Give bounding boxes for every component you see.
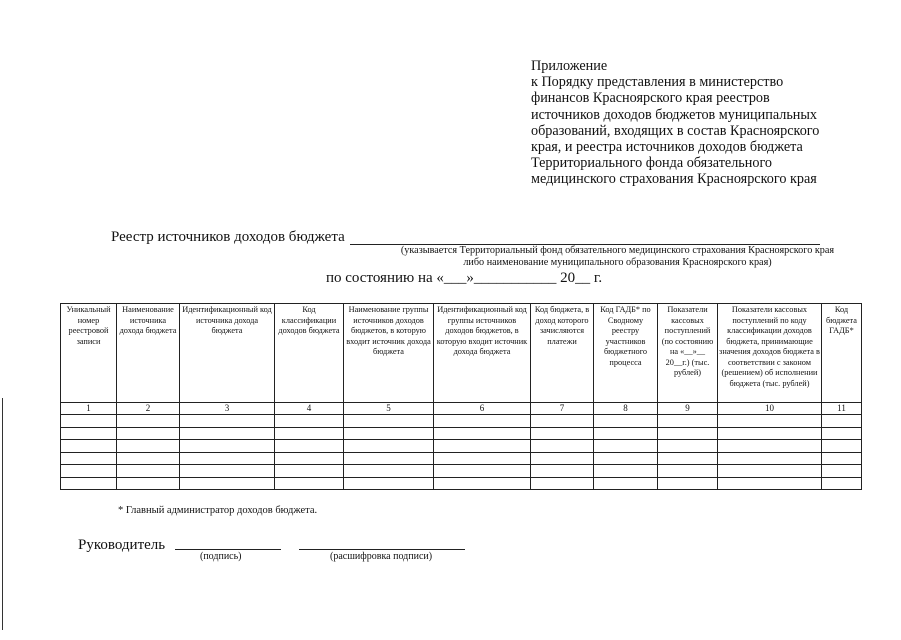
table-cell: [180, 465, 275, 478]
register-note-line-2: либо наименование муниципального образования Красноярского края): [463, 257, 772, 268]
table-row: [61, 477, 862, 490]
table-body: [61, 415, 862, 490]
table-cell: [275, 465, 344, 478]
table-cell: [658, 465, 718, 478]
table-cell: [531, 440, 594, 453]
column-number: 9: [658, 403, 718, 415]
appendix-line: финансов Красноярского края реестров: [531, 90, 770, 107]
appendix-line: к Порядку представления в министерство: [531, 74, 784, 91]
column-header: Уникальный номер реестровой записи: [61, 304, 117, 403]
table-cell: [344, 415, 434, 428]
margin-line: [2, 398, 3, 630]
table-cell: [61, 427, 117, 440]
as-of-date: по состоянию на «___»___________ 20__ г.: [326, 270, 603, 286]
head-label: Руководитель: [78, 537, 166, 553]
column-header: Наименование источника дохода бюджета: [117, 304, 180, 403]
column-header: Показатели кассовых поступлений (по состоянию на «__»__ 20__г.) (тыс. рублей): [658, 304, 718, 403]
table-cell: [117, 477, 180, 490]
table-cell: [180, 415, 275, 428]
table-cell: [594, 415, 658, 428]
column-header: Идентификационный код источника дохода бюджета: [180, 304, 275, 403]
table-cell: [344, 440, 434, 453]
table-cell: [275, 440, 344, 453]
table-cell: [531, 415, 594, 428]
appendix-line: образований, входящих в состав Красноярского: [531, 122, 820, 139]
table-cell: [275, 427, 344, 440]
appendix-line: края, и реестра источников доходов бюджета: [531, 139, 803, 156]
table-cell: [658, 427, 718, 440]
table-cell: [275, 415, 344, 428]
table-cell: [344, 452, 434, 465]
table-cell: [531, 465, 594, 478]
appendix-line: медицинского страхования Красноярского края: [531, 171, 817, 188]
table-cell: [531, 477, 594, 490]
table-cell: [344, 427, 434, 440]
table-cell: [822, 440, 862, 453]
column-number: 10: [718, 403, 822, 415]
table-cell: [61, 415, 117, 428]
table-cell: [434, 427, 531, 440]
table-cell: [718, 440, 822, 453]
table-cell: [594, 427, 658, 440]
appendix-line: источников доходов бюджетов муниципальных: [531, 106, 818, 123]
table-header-row: [61, 304, 862, 403]
table-cell: [822, 415, 862, 428]
column-number: 3: [180, 403, 275, 415]
column-number: 5: [344, 403, 434, 415]
table-cell: [344, 477, 434, 490]
table-cell: [718, 415, 822, 428]
appendix-line: Территориального фонда обязательного: [531, 155, 773, 172]
table-row: [61, 452, 862, 465]
signature-line: [175, 549, 281, 550]
column-number: 11: [822, 403, 862, 415]
table-cell: [822, 427, 862, 440]
table-cell: [594, 440, 658, 453]
table-cell: [61, 465, 117, 478]
table-cell: [275, 477, 344, 490]
appendix-block: [531, 58, 881, 188]
table-cell: [180, 477, 275, 490]
table-cell: [594, 465, 658, 478]
column-header: Показатели кассовых поступлений по коду классификации доходов бюджета, принимающие значения доходов бюджета в соответствии с законом (решением) об исполнении бюджета (тыс. рублей): [718, 304, 822, 403]
column-number: 4: [275, 403, 344, 415]
table-cell: [718, 452, 822, 465]
table-cell: [434, 465, 531, 478]
table-cell: [658, 452, 718, 465]
table-cell: [594, 477, 658, 490]
table-cell: [822, 465, 862, 478]
column-number: 8: [594, 403, 658, 415]
appendix-line: Приложение: [531, 58, 608, 74]
column-number: 1: [61, 403, 117, 415]
table-row: [61, 440, 862, 453]
signature-decode-caption: (расшифровка подписи): [330, 551, 433, 562]
table-cell: [434, 415, 531, 428]
table-cell: [718, 465, 822, 478]
footnote: * Главный администратор доходов бюджета.: [118, 505, 318, 516]
table-cell: [658, 415, 718, 428]
column-number: 6: [434, 403, 531, 415]
table-cell: [822, 452, 862, 465]
table-cell: [434, 440, 531, 453]
column-number: 2: [117, 403, 180, 415]
table-cell: [117, 465, 180, 478]
column-header: Код бюджета, в доход которого зачисляются платежи: [531, 304, 594, 403]
register-title: Реестр источников доходов бюджета: [111, 229, 345, 245]
table-cell: [117, 452, 180, 465]
table-cell: [180, 440, 275, 453]
table-cell: [180, 452, 275, 465]
table-cell: [822, 477, 862, 490]
table-row: [61, 427, 862, 440]
column-number: 7: [531, 403, 594, 415]
table-cell: [117, 415, 180, 428]
table-cell: [594, 452, 658, 465]
table-cell: [61, 452, 117, 465]
column-number-row: [61, 403, 862, 415]
register-note: [350, 245, 885, 269]
column-header: Идентификационный код группы источников доходов бюджетов, в которую входит источник дохода бюджета: [434, 304, 531, 403]
table-row: [61, 415, 862, 428]
table-cell: [718, 477, 822, 490]
table-cell: [344, 465, 434, 478]
signature-caption: (подпись): [200, 551, 242, 562]
table-cell: [61, 477, 117, 490]
column-header: Наименование группы источников доходов бюджетов, в которую входит источник дохода бюджета: [344, 304, 434, 403]
signature-decode-line: [299, 549, 465, 550]
table-cell: [658, 477, 718, 490]
register-table: [60, 303, 862, 490]
table-cell: [434, 477, 531, 490]
column-header: Код классификации доходов бюджета: [275, 304, 344, 403]
table-cell: [117, 440, 180, 453]
table-cell: [658, 440, 718, 453]
column-header: Код ГАДБ* по Сводному реестру участников бюджетного процесса: [594, 304, 658, 403]
table-cell: [718, 427, 822, 440]
column-header: Код бюджета ГАДБ*: [822, 304, 862, 403]
register-note-line-1: (указывается Территориальный фонд обязательного медицинского страхования Красноярского края: [400, 245, 835, 256]
table-cell: [61, 440, 117, 453]
table-cell: [117, 427, 180, 440]
table-cell: [434, 452, 531, 465]
table-cell: [531, 427, 594, 440]
table-cell: [275, 452, 344, 465]
table-cell: [180, 427, 275, 440]
table-row: [61, 465, 862, 478]
table-cell: [531, 452, 594, 465]
